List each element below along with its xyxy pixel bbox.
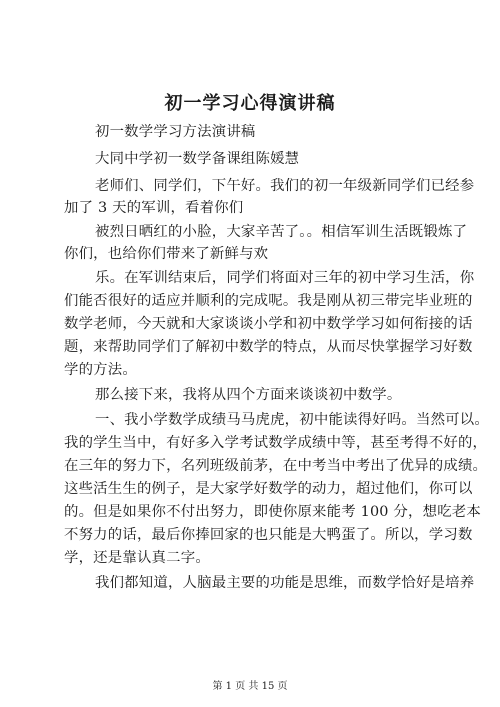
paragraph-line: 不努力的话，最后你捧回家的也只能是大鸭蛋了。所以，学习数: [64, 527, 473, 543]
paragraph-line: 那么接下来，我将从四个方面来谈谈初中数学。: [95, 387, 402, 403]
paragraph-line: 我们都知道，人脑最主要的功能是思维，而数学恰好是培养: [95, 575, 475, 591]
subtitle-line: 初一数学学习方法演讲稿: [95, 124, 256, 140]
paragraph-line: 一、我小学数学成绩马马虎虎，初中能读得好吗。当然可以。: [95, 412, 489, 428]
paragraph-line: 在三年的努力下，名列班级前茅，在中考当中考出了优异的成绩。: [64, 458, 488, 474]
paragraph-line: 你们，也给你们带来了新鲜与欢: [64, 246, 269, 262]
paragraph-line: 乐。在军训结束后，同学们将面对三年的初中学习生活，你: [95, 270, 475, 286]
paragraph-line: 学，还是靠认真二字。: [64, 550, 210, 566]
paragraph-line: 我的学生当中，有好多入学考试数学成绩中等，甚至考得不好的，: [64, 435, 488, 451]
paragraph-line: 们能否很好的适应并顺利的完成呢。我是刚从初三带完毕业班的: [64, 293, 473, 309]
paragraph-line: 题，来帮助同学们了解初中数学的特点，从而尽快掌握学习好数: [64, 339, 473, 355]
paragraph-line: 加了 3 天的军训，看着你们: [64, 200, 244, 216]
paragraph-line: 这些活生生的例子，是大家学好数学的动力，超过他们，你可以: [64, 481, 473, 497]
paragraph-line: 的。但是如果你不付出努力，即使你原来能考 100 分，想吃老本: [64, 504, 481, 520]
paragraph-line: 数学老师，今天就和大家谈谈小学和初中数学学习如何衔接的话: [64, 316, 473, 332]
document-title: 初一学习心得演讲稿: [164, 93, 336, 114]
author-line: 大同中学初一数学备课组陈媛慧: [95, 151, 300, 167]
paragraph-line: 被烈日晒红的小脸，大家辛苦了。。相信军训生活既锻炼了: [95, 224, 468, 240]
paragraph-line: 学的方法。: [64, 362, 137, 378]
paragraph-line: 老师们、同学们，下午好。我们的初一年级新同学们已经参: [95, 178, 475, 194]
page-footer: 第 1 页 共 15 页: [212, 681, 288, 692]
